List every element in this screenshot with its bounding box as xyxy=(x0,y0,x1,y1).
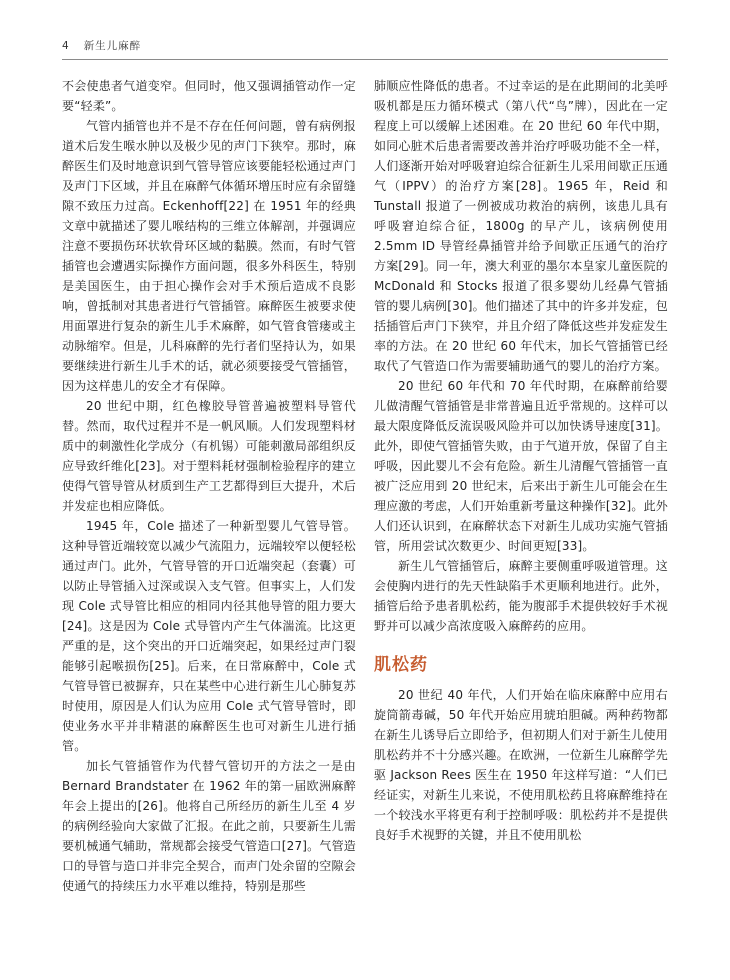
paragraph: 20 世纪 60 年代和 70 年代时期，在麻醉前给婴儿做清醒气管插管是非常普遍且近乎常规的。这样可以最大限度降低反流误吸风险并可以加快诱导速度[31]。此外，即使气管插管失败，由于气道开放，保留了自主呼吸，因此婴儿不会有危险。新生儿清醒气管插管一直被广泛应用到 20 世纪末，后来出于新生儿可能会在生理应激的考虑，人们开始重新考量这种操作[32]。此外人们还认识到，在麻醉状态下对新生儿成功实施气管插管，所用尝试次数更少、时间更短[33]。 xyxy=(374,379,668,553)
page-number: 4 xyxy=(62,40,70,52)
paragraph: 不会使患者气道变窄。但同时，他又强调插管动作一定要“轻柔”。 xyxy=(62,79,356,113)
paragraph: 加长气管插管作为代替气管切开的方法之一是由 Bernard Brandstater 在 1962 年的第一届欧洲麻醉年会上提出的[26]。他将自己所经历的新生儿至 4 岁的病例经验向大家做了汇报。在此之前，只要新生儿需要机械通气辅助，常规都会接受气管造口[27]。气管造口的导管与造口并非完全契合，而声门处余留的空隙会使通气的持续压力水平难以维持，特别是那些 xyxy=(62,759,356,893)
running-title: 新生儿麻醉 xyxy=(83,40,142,52)
paragraph: 1945 年，Cole 描述了一种新型婴儿气管导管。这种导管近端较宽以减少气流阻力，远端较窄以便轻松通过声门。此外，气管导管的开口近端突起（套囊）可以防止导管插入过深或误入支气管。但事实上，人们发现 Cole 式导管比相应的相同内径其他导管的阻力要大[24]。这是因为 Cole 式导管内产生气体湍流。比这更严重的是，这个突出的开口近端突起，如果经过声门裂能够引起喉损伤[25]。后来，在日常麻醉中，Cole 式气管导管已被摒弃，只在某些中心进行新生儿心肺复苏时使用，原因是人们认为应用 Cole 式气管导管时，即使业务水平并非精湛的麻醉医生也可对新生儿进行插管。 xyxy=(62,519,356,753)
page-body xyxy=(62,76,668,896)
header-rule xyxy=(62,59,668,60)
paragraph: 肺顺应性降低的患者。不过幸运的是在此期间的北美呼吸机都是压力循环模式（第八代“鸟”牌），因此在一定程度上可以缓解上述困难。在 20 世纪 60 年代中期，如同心脏术后患者需要改善并治疗呼吸功能不全一样，人们逐渐开始对呼吸窘迫综合征新生儿采用间歇正压通气（IPPV）的治疗方案[28]。1965 年，Reid 和 Tunstall 报道了一例被成功救治的病例，该患儿具有呼吸窘迫综合征，1800g 的早产儿，该病例使用 2.5mm ID 导管经鼻插管并给予间歇正压通气的治疗方案[29]。同一年，澳大利亚的墨尔本皇家儿童医院的 McDonald 和 Stocks 报道了很多婴幼儿经鼻气管插管的婴儿病例[30]。他们描述了其中的许多并发症，包括插管后声门下狭窄，并且介绍了降低这些并发症发生率的方法。在 20 世纪 60 年代末，加长气管插管已经取代了气管造口作为需要辅助通气的婴儿的治疗方案。 xyxy=(374,79,668,373)
paragraph: 新生儿气管插管后，麻醉主要侧重呼吸道管理。这会使胸内进行的先天性缺陷手术更顺利地进行。此外，插管后给予患者肌松药，能为腹部手术提供较好手术视野并可以减少高浓度吸入麻醉药的应用。 xyxy=(374,559,668,633)
section-heading: 肌松药 xyxy=(374,655,428,675)
paragraph: 20 世纪 40 年代，人们开始在临床麻醉中应用右旋筒箭毒碱，50 年代开始应用琥珀胆碱。两种药物都在新生儿诱导后立即给予，但初期人们对于新生儿使用肌松药并不十分感兴趣。在欧洲，一位新生儿麻醉学先驱 Jackson Rees 医生在 1950 年这样写道：“人们已经证实，对新生儿来说，不使用肌松药且将麻醉维持在一个较浅水平将更有利于控制呼吸：肌松药并不是提供良好手术视野的关键，并且不使用肌松 xyxy=(374,688,668,842)
paragraph: 气管内插管也并不是不存在任何问题，曾有病例报道术后发生喉水肿以及极少见的声门下狭窄。那时，麻醉医生们及时地意识到气管导管应该要能轻松通过声门及声门下区域，并且在麻醉气体循环增压时应有余留缝隙不致压力过高。Eckenhoff[22] 在 1951 年的经典文章中就描述了婴儿喉结构的三维立体解剖，并强调应注意不要损伤环状软骨环区域的黏膜。然而，有时气管插管也会遭遇实际操作方面问题，很多外科医生，特别是美国医生，由于担心操作会对手术预后造成不良影响，曾抵制对其患者进行气管插管。麻醉医生被要求使用面罩进行复杂的新生儿手术麻醉，如气管食管瘘或主动脉缩窄。但是，儿科麻醉的先行者们坚持认为，如果要继续进行新生儿手术的话，就必须要接受气管插管，因为这样患儿的安全才有保障。 xyxy=(62,119,356,393)
right-column xyxy=(374,76,668,896)
left-column xyxy=(62,76,356,896)
paragraph: 20 世纪中期，红色橡胶导管普遍被塑料导管代替。然而，取代过程并不是一帆风顺。人们发现塑料材质中的刺激性化学成分（有机锡）可能刺激局部组织反应导致纤维化[23]。对于塑料耗材强制检验程序的建立使得气管导管从材质到生产工艺都得到巨大提升，术后并发症也相应降低。 xyxy=(62,399,356,513)
page-header xyxy=(62,38,668,59)
